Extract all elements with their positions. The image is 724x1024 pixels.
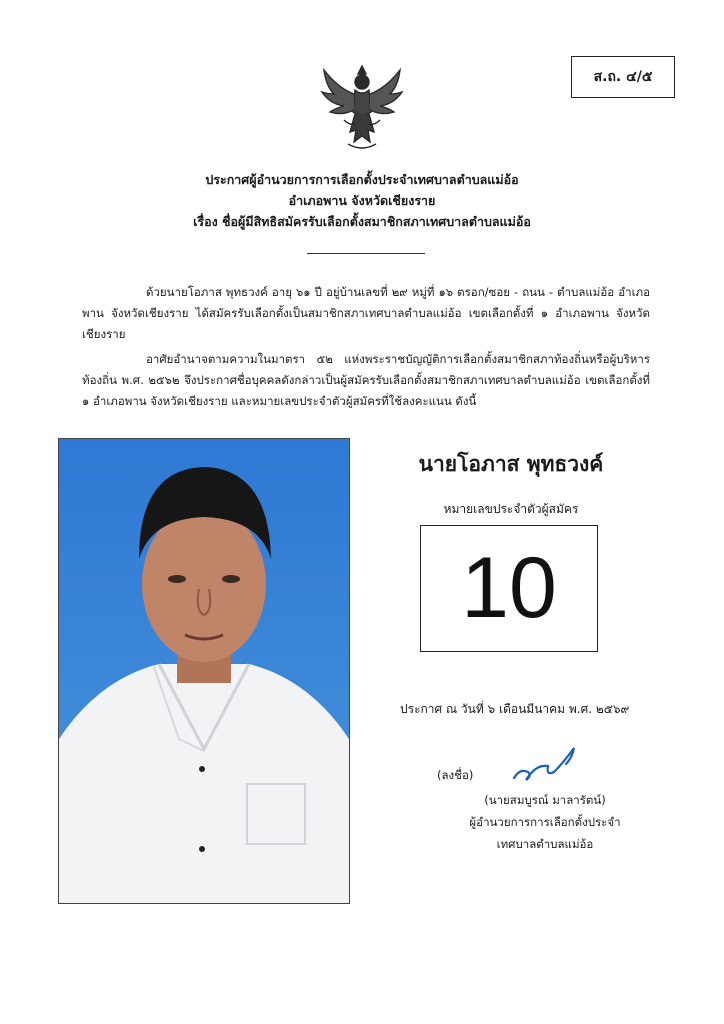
garuda-emblem-icon [314, 60, 410, 156]
candidate-number-box [420, 525, 598, 652]
candidate-portrait [59, 439, 349, 903]
body-paragraph-2: อาศัยอำนาจตามความในมาตรา ๕๒ แห่งพระราชบัญญัติการเลือกตั้งสมาชิกสภาท้องถิ่นหรือผู้บริหารท้องถิ่น พ.ศ. ๒๕๖๒ จึงประกาศชื่อบุคคลดังกล่าวเป็นผู้สมัครรับเลือกตั้งสมาชิกสภาเทศบาลตำบลแม่อ้อ เขตเลือกตั้งที่ ๑ อำเภอพาน จังหวัดเชียงราย และหมายเลขประจำตัวผู้สมัครที่ใช้ลงคะแนน ดังนี้ [82, 352, 650, 408]
signer-position-line-2: เทศบาลตำบลแม่อ้อ [496, 837, 594, 851]
signer-name: (นายสมบูรณ์ มาลารัตน์) [484, 793, 606, 807]
candidate-name: นายโอภาส พุทธวงค์ [418, 452, 604, 476]
candidate-number: 10 [461, 540, 557, 636]
candidate-number-label: หมายเลขประจำตัวผู้สมัคร [443, 502, 579, 516]
heading-divider [307, 253, 425, 254]
heading-line-1: ประกาศผู้อำนวยการการเลือกตั้งประจำเทศบาลตำบลแม่อ้อ [205, 172, 519, 187]
form-code: ส.ถ. ๔/๕ [593, 69, 653, 85]
body-paragraph-1: ด้วยนายโอภาส พุทธวงค์ อายุ ๖๑ ปี อยู่บ้านเลขที่ ๒๙ หมู่ที่ ๑๖ ตรอก/ซอย - ถนน - ตำบลแม่อ้อ อำเภอพาน จังหวัดเชียงราย ได้สมัครรับเลือกตั้งเป็นสมาชิกสภาเทศบาลตำบลแม่อ้อ เขตเลือกตั้งที่ ๑ อำเภอพาน จังหวัดเชียงราย [82, 285, 650, 341]
candidate-photo [58, 438, 350, 904]
heading-line-2: อำเภอพาน จังหวัดเชียงราย [288, 193, 436, 208]
announcement-date: ประกาศ ณ วันที่ ๖ เดือนมีนาคม พ.ศ. ๒๕๖๙ [400, 702, 630, 716]
signer-position-line-1: ผู้อำนวยการการเลือกตั้งประจำ [469, 815, 621, 829]
heading-subject: เรื่อง ชื่อผู้มีสิทธิสมัครรับเลือกตั้งสมาชิกสภาเทศบาลตำบลแม่อ้อ [193, 214, 531, 229]
signature-prefix: (ลงชื่อ) [437, 768, 474, 782]
form-code-box [571, 56, 675, 98]
signature-mark [510, 742, 580, 786]
